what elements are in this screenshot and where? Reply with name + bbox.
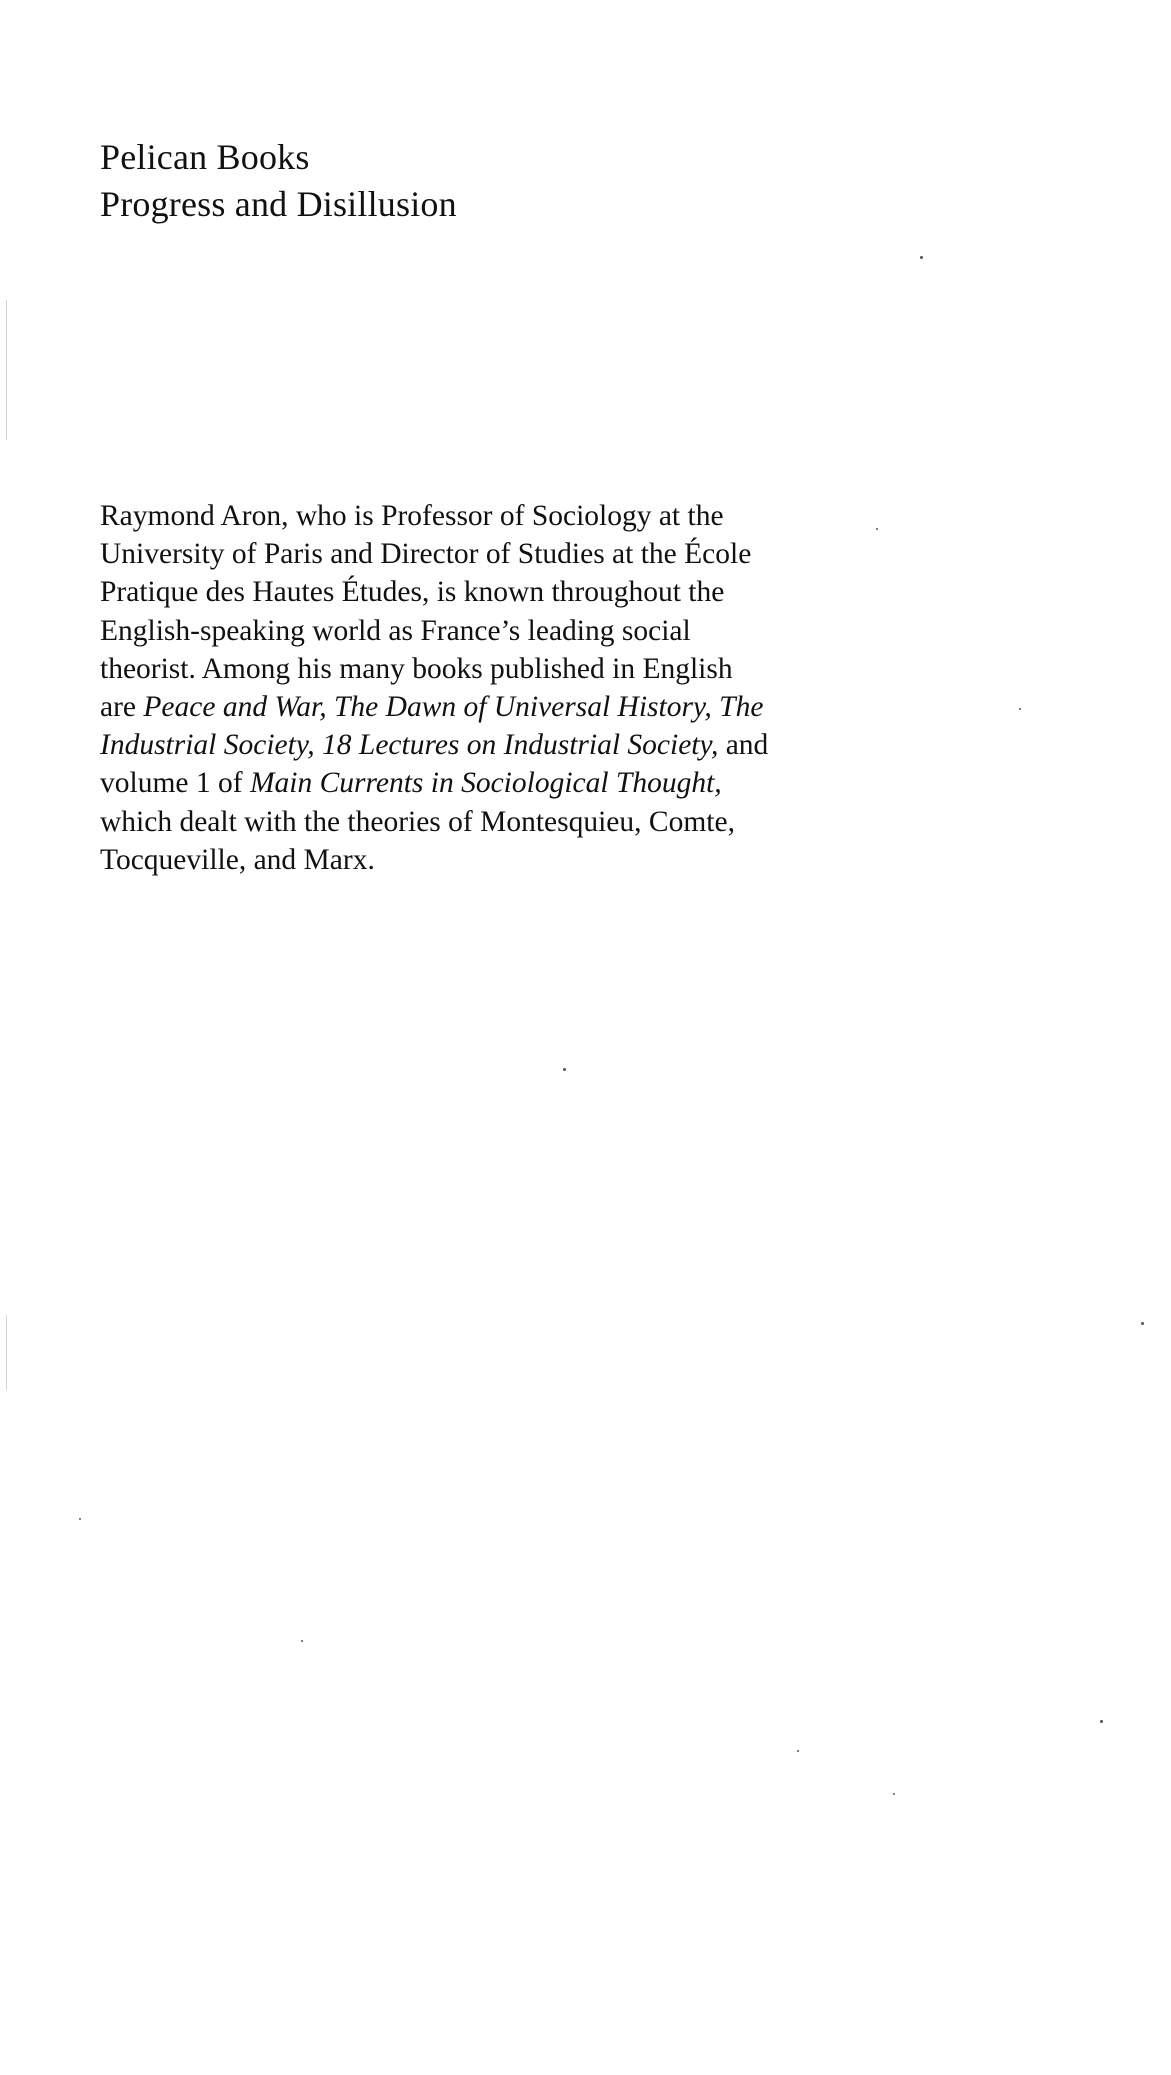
bio-line: [100, 726, 890, 764]
bio-line: [100, 841, 890, 879]
scan-speck: [876, 528, 878, 530]
scan-speck: [1141, 1322, 1144, 1325]
bio-text: University of Paris and Director of Studies at the École: [100, 538, 752, 571]
bio-text: Tocqueville, and Marx.: [100, 843, 375, 876]
bio-text: English-speaking world as France’s leading social: [100, 614, 691, 647]
bio-line: [100, 612, 890, 650]
bio-text: are: [100, 691, 144, 724]
bio-text: which dealt with the theories of Montesquieu, Comte,: [100, 805, 735, 838]
scan-edge-mark: [6, 1315, 7, 1390]
book-title-italic: Peace and War, The Dawn of Universal History, The: [143, 691, 764, 724]
book-title-italic: Main Currents in Sociological Thought,: [249, 767, 722, 800]
bio-line: [100, 497, 890, 535]
scan-speck: [1019, 708, 1021, 710]
scan-speck: [920, 256, 923, 259]
bio-line: [100, 688, 890, 726]
scan-speck: [563, 1068, 566, 1071]
scan-speck: [79, 1518, 81, 1520]
scan-speck: [893, 1793, 895, 1795]
bio-text: Raymond Aron, who is Professor of Sociology at the: [100, 500, 724, 532]
scan-speck: [301, 1640, 303, 1642]
bio-text: and: [718, 729, 769, 762]
author-biography: [100, 497, 890, 879]
bio-line: [100, 573, 890, 611]
bio-line: [100, 764, 890, 802]
book-title: Progress and Disillusion: [100, 184, 457, 224]
scan-edge-mark: [6, 300, 7, 440]
bio-text: volume 1 of: [100, 767, 250, 800]
series-name: Pelican Books: [100, 137, 310, 177]
bio-line: [100, 803, 890, 841]
bio-text: theorist. Among his many books published in English: [100, 652, 733, 685]
title-block: [100, 134, 457, 228]
book-title-italic: Industrial Society, 18 Lectures on Industrial Society,: [100, 729, 719, 762]
bio-text: Pratique des Hautes Études, is known throughout the: [100, 576, 725, 609]
scan-speck: [1100, 1720, 1103, 1723]
bio-line: [100, 535, 890, 573]
scan-speck: [797, 1750, 799, 1752]
bio-line: [100, 650, 890, 688]
